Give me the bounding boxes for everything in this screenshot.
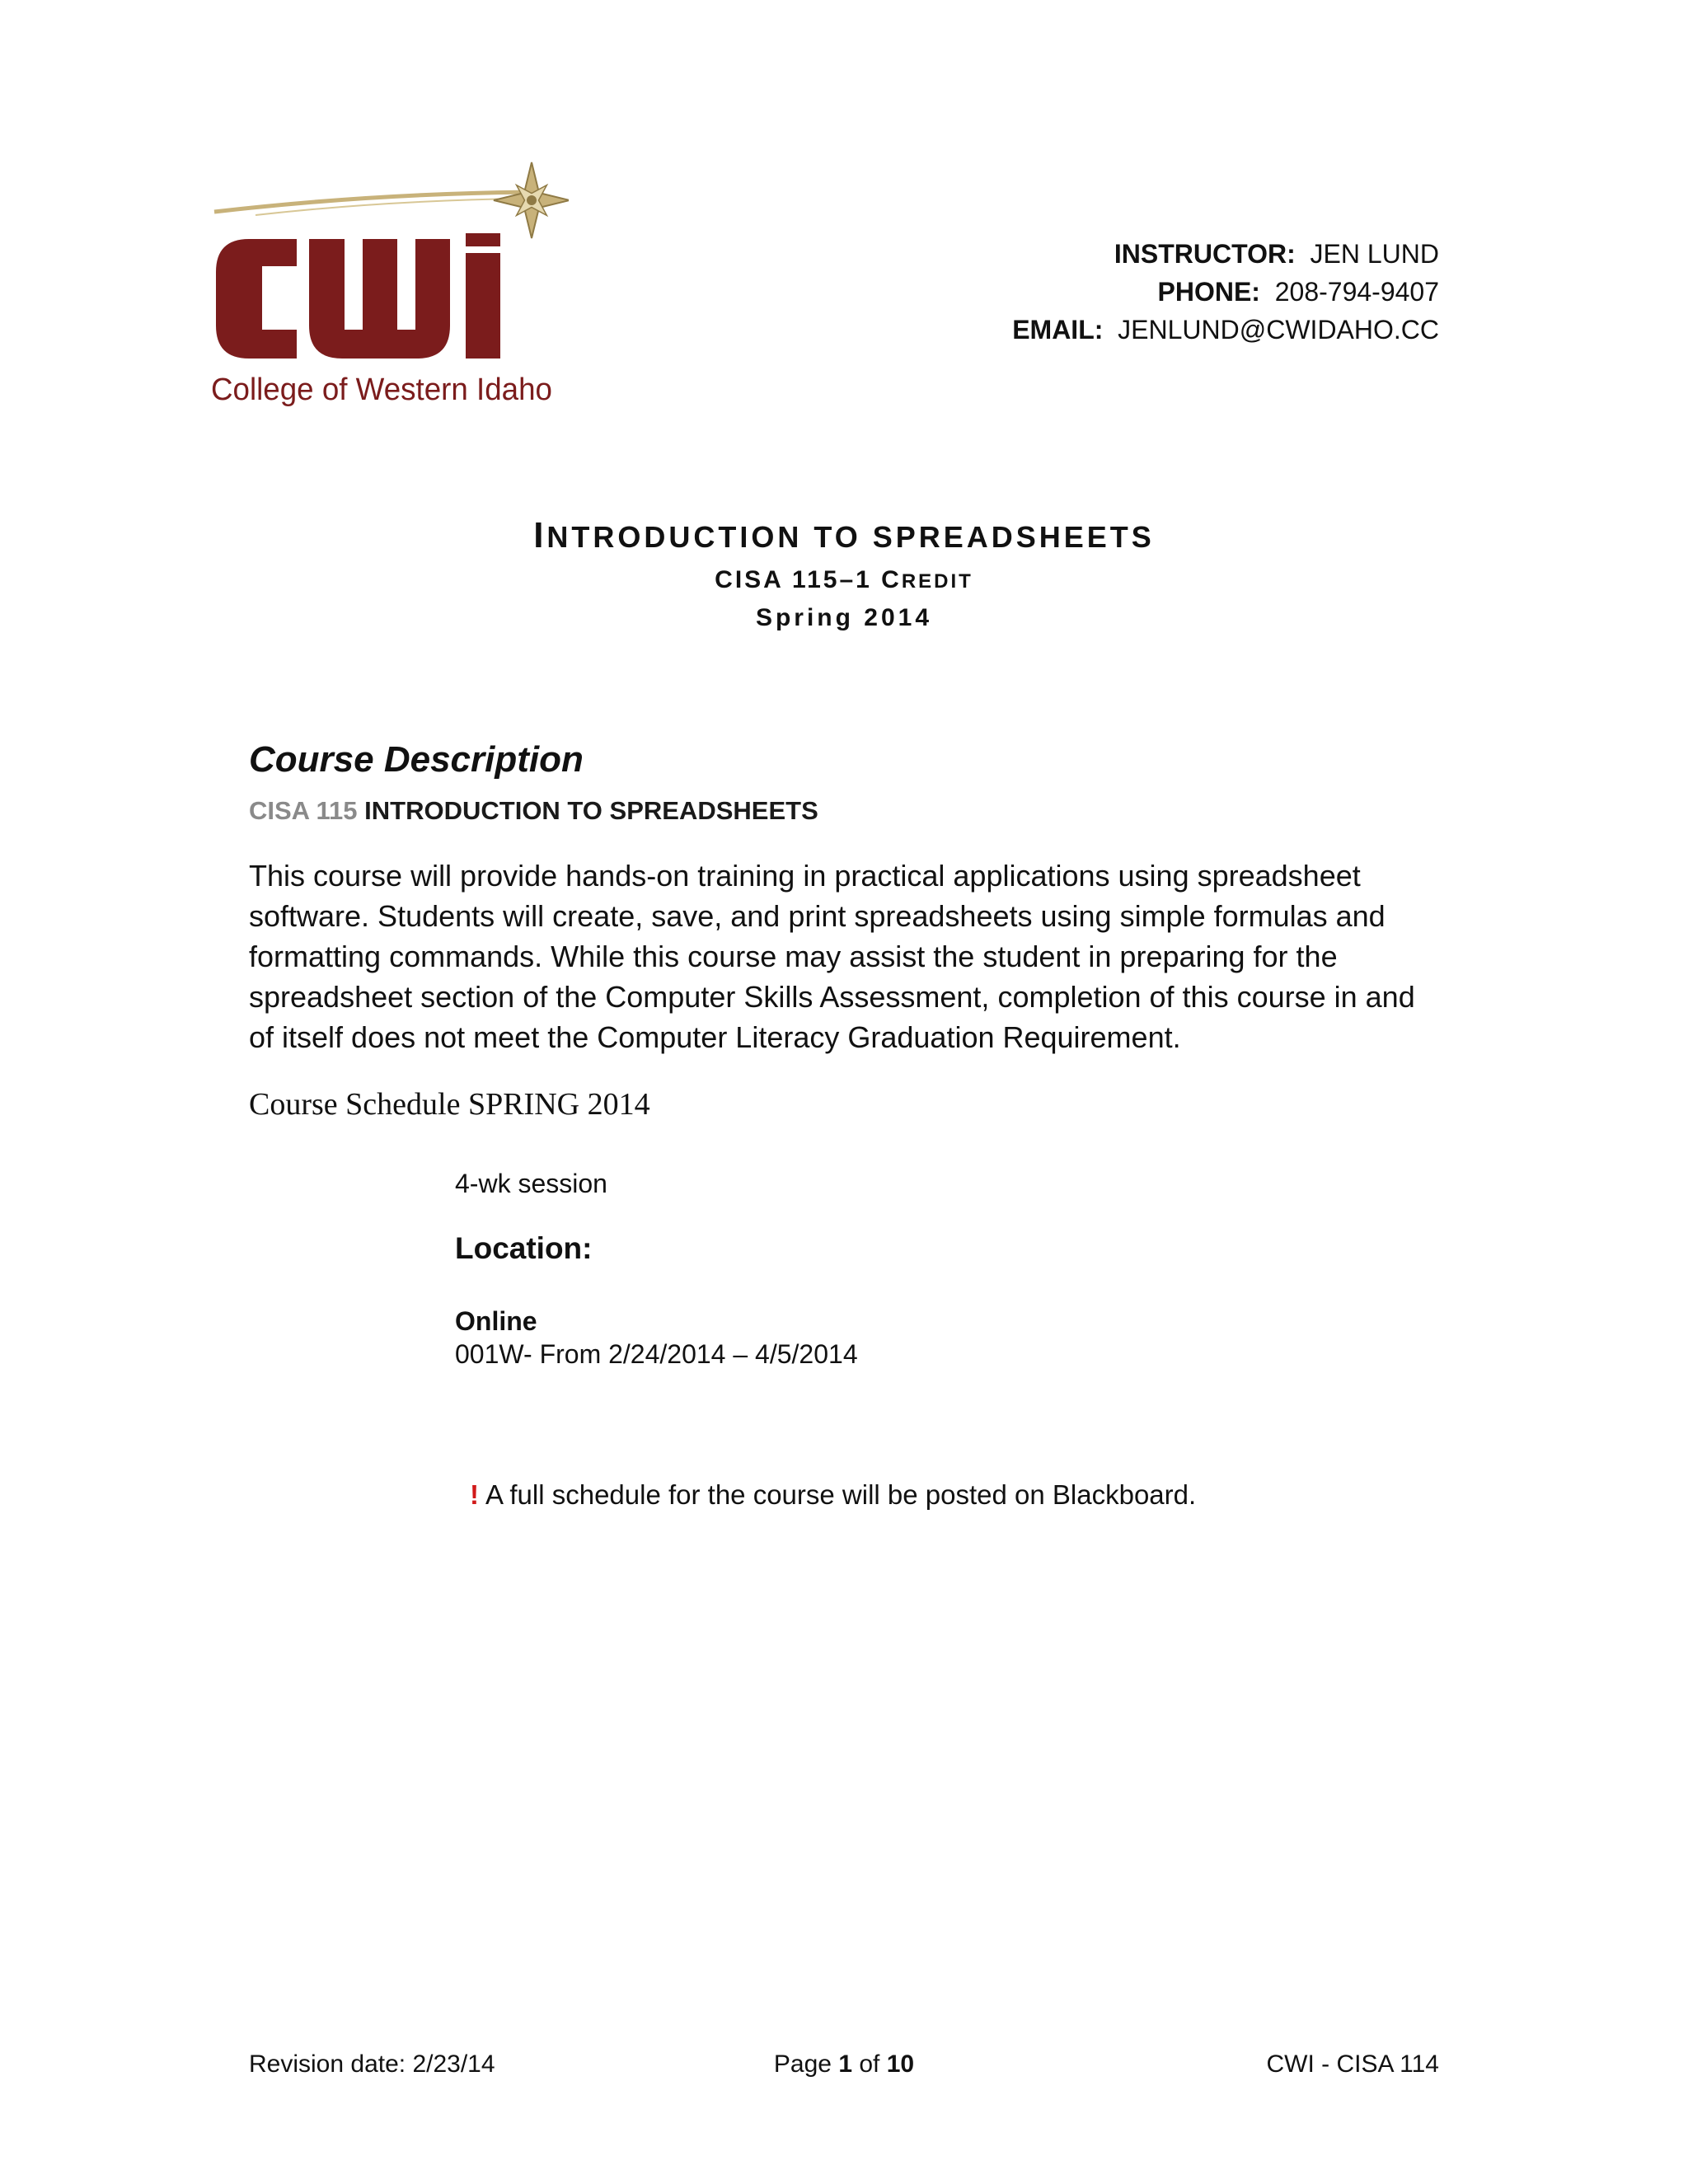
course-term: Spring 2014 bbox=[755, 604, 933, 631]
instructor-label: INSTRUCTOR: bbox=[1114, 239, 1296, 269]
logo-letter-w bbox=[309, 239, 450, 359]
logo-letter-c bbox=[216, 239, 297, 359]
course-description-body bbox=[249, 855, 1444, 1057]
compass-star-icon bbox=[494, 162, 569, 238]
course-schedule-heading: Course Schedule SPRING 2014 bbox=[249, 1087, 650, 1122]
instructor-line bbox=[1012, 235, 1439, 273]
description-line: software. Students will create, save, and print spreadsheets using simple formulas and bbox=[249, 899, 1386, 933]
alert-icon: ! bbox=[470, 1479, 479, 1510]
logo-letter-i bbox=[466, 253, 500, 359]
page-current: 1 bbox=[838, 2050, 852, 2078]
email-line bbox=[1012, 311, 1439, 349]
page-mid: of bbox=[852, 2050, 887, 2078]
phone-label: PHONE: bbox=[1157, 277, 1260, 307]
phone-number: 208-794-9407 bbox=[1274, 277, 1439, 307]
section-dates: 001W- From 2/24/2014 – 4/5/2014 bbox=[455, 1339, 858, 1369]
contact-block bbox=[1012, 235, 1439, 349]
description-line: This course will provide hands-on training in practical applications using spreadsheet bbox=[249, 859, 1361, 893]
title-block bbox=[0, 511, 1688, 636]
session-length: 4-wk session bbox=[455, 1169, 607, 1198]
course-credit-code: CISA 115–1 C bbox=[715, 566, 902, 593]
email-label: EMAIL: bbox=[1012, 315, 1104, 344]
phone-line bbox=[1012, 273, 1439, 311]
schedule-notice bbox=[470, 1479, 1196, 1511]
course-credit-line bbox=[0, 562, 1688, 600]
location-label: Location: bbox=[455, 1231, 593, 1265]
page-total: 10 bbox=[886, 2050, 915, 2078]
course-title-initial: I bbox=[533, 515, 547, 555]
course-credit-rest: REDIT bbox=[901, 570, 973, 593]
course-code: CISA 115 bbox=[249, 796, 358, 825]
schedule-notice-text: A full schedule for the course will be posted on Blackboard. bbox=[485, 1479, 1197, 1510]
email-address[interactable]: JENLUND@CWIDAHO.CC bbox=[1118, 315, 1439, 344]
footer-course-ref: CWI - CISA 114 bbox=[1266, 2050, 1439, 2078]
instructor-name: JEN LUND bbox=[1310, 239, 1439, 269]
location-value: Online bbox=[455, 1306, 537, 1336]
course-name: INTRODUCTION TO SPREADSHEETS bbox=[364, 796, 818, 825]
description-line: of itself does not meet the Computer Literacy Graduation Requirement. bbox=[249, 1020, 1181, 1054]
page-prefix: Page bbox=[773, 2050, 839, 2078]
course-title-rest: NTRODUCTION TO SPREADSHEETS bbox=[546, 520, 1155, 554]
footer-revision-date: Revision date: 2/23/14 bbox=[249, 2050, 495, 2078]
course-title bbox=[0, 511, 1688, 562]
cwi-logo bbox=[206, 161, 569, 408]
course-identifier bbox=[249, 796, 1444, 826]
course-description-heading: Course Description bbox=[249, 739, 584, 780]
description-line: formatting commands. While this course may assist the student in preparing for the bbox=[249, 940, 1338, 973]
logo-tagline: College of Western Idaho bbox=[211, 373, 552, 407]
description-line: spreadsheet section of the Computer Skills Assessment, completion of this course in and bbox=[249, 980, 1415, 1014]
